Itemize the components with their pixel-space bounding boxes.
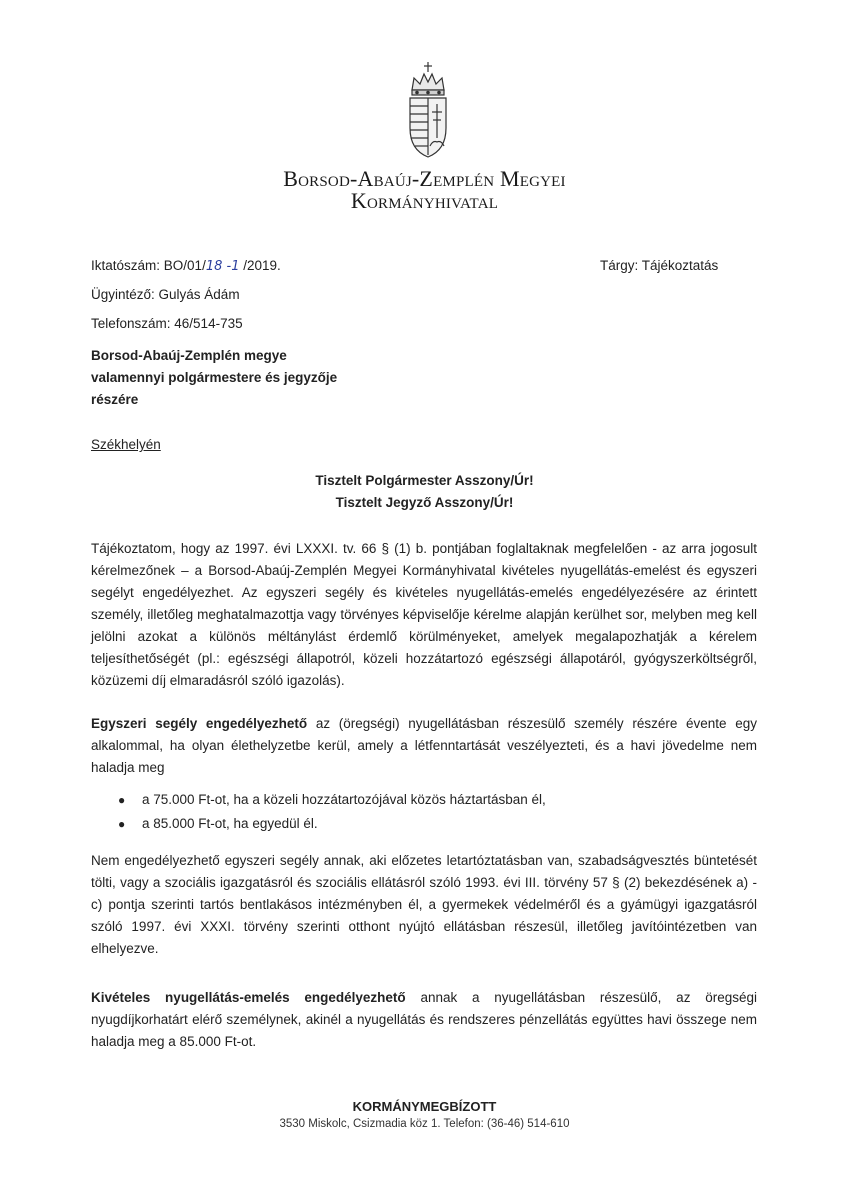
coat-of-arms-icon (406, 60, 450, 160)
footer-address: 3530 Miskolc, Csizmadia köz 1. Telefon: (36-46) 514-610 (279, 1118, 570, 1130)
paragraph-intro: Tájékoztatom, hogy az 1997. évi LXXXI. tv. 66 § (1) b. pontjában foglaltaknak megfelelően - az arra jogosult kérelmezőnek – a Borsod-Abaúj-Zemplén Megyei Kormányhivatal kivételes nyugellátás-emelést és egyszeri segélyt engedélyezhet. Az egyszeri segély és kivételes nyugellátás-emelés engedélyezésére az érintett személy, illetőleg meghatalmazottja vagy törvényes képviselője kérelme alapján kerülhet sor, melyben meg kell jelölni azokat a különös méltánylást érdemlő körülményeket, amelyek megalapozhatják a kérelem teljesíthetőségét (pl.: egészségi állapotról, közeli hozzátartozó egészségi állapotáról, gyógyszerköltségről, közüzemi díj elmaradásról szóló igazolás). (91, 541, 757, 688)
reference-number (91, 258, 281, 274)
pension-increase-heading: Kivételes nyugellátás-emelés engedélyezhető (91, 990, 406, 1005)
reference-suffix: /2019. (239, 258, 281, 273)
paragraph-exclusions: Nem engedélyezhető egyszeri segély annak, aki előzetes letartóztatásban van, szabadságvesztés büntetését tölti, vagy a szociális igazgatásról és szociális ellátásról szóló 1993. évi III. törvény 57 § (2) bekezdésének a) - c) pontja szerinti tartós bentlakásos intézményben él, a gyermekek védelméről és a gyámügyi igazgatásról szóló 1997. évi XXXI. törvény szerinti otthont nyújtó ellátásban részesül, illetőleg javítóintézetben van elhelyezve. (91, 853, 757, 956)
list-item (118, 788, 546, 812)
reference-label: Iktatószám: (91, 258, 161, 273)
org-name-line1: Borsod-Abaúj-Zemplén Megyei (283, 166, 566, 191)
salutation-line1: Tisztelt Polgármester Asszony/Úr! (315, 473, 534, 488)
footer-title: KORMÁNYMEGBÍZOTT (352, 1099, 497, 1114)
income-limit-list (118, 788, 546, 836)
list-item (118, 812, 546, 836)
list-item-text: a 85.000 Ft-ot, ha egyedül él. (142, 816, 318, 831)
subject-line: Tárgy: Tájékoztatás (600, 258, 719, 273)
paragraph-pension-increase (91, 987, 757, 1053)
paragraph-single-aid (91, 713, 757, 779)
org-name-line2: Kormányhivatal (350, 188, 499, 213)
reference-prefix: BO/01/ (163, 258, 206, 273)
single-aid-text: az (öregségi) nyugellátásban részesülő személy részére évente egy alkalommal, ha olyan élethelyzetbe kerül, amely a létfenntartását veszélyezteti, és a havi jövedelme nem haladja meg (91, 716, 758, 775)
reference-handwritten: 18 -1 (205, 259, 240, 274)
phone-number: Telefonszám: 46/514-735 (91, 316, 243, 331)
recipient-seat: Székhelyén (91, 437, 161, 452)
bullet-icon: ● (118, 793, 126, 807)
recipient-line3: részére (91, 392, 139, 407)
single-aid-heading: Egyszeri segély engedélyezhető (91, 716, 308, 731)
pension-increase-text: annak a nyugellátásban részesülő, az öregségi nyugdíjkorhatárt elérő személynek, akinél a nyugellátás és rendszeres pénzellátás együttes havi összege nem haladja meg a 85.000 Ft-ot. (91, 990, 757, 1049)
recipient-line1: Borsod-Abaúj-Zemplén megye (91, 348, 287, 363)
salutation-line2: Tisztelt Jegyző Asszony/Úr! (335, 495, 514, 510)
recipient-line2: valamennyi polgármestere és jegyzője (91, 370, 338, 385)
list-item-text: a 75.000 Ft-ot, ha a közeli hozzátartozójával közös háztartásban él, (142, 792, 546, 807)
bullet-icon: ● (118, 817, 126, 831)
clerk-name: Ügyintéző: Gulyás Ádám (91, 287, 240, 302)
